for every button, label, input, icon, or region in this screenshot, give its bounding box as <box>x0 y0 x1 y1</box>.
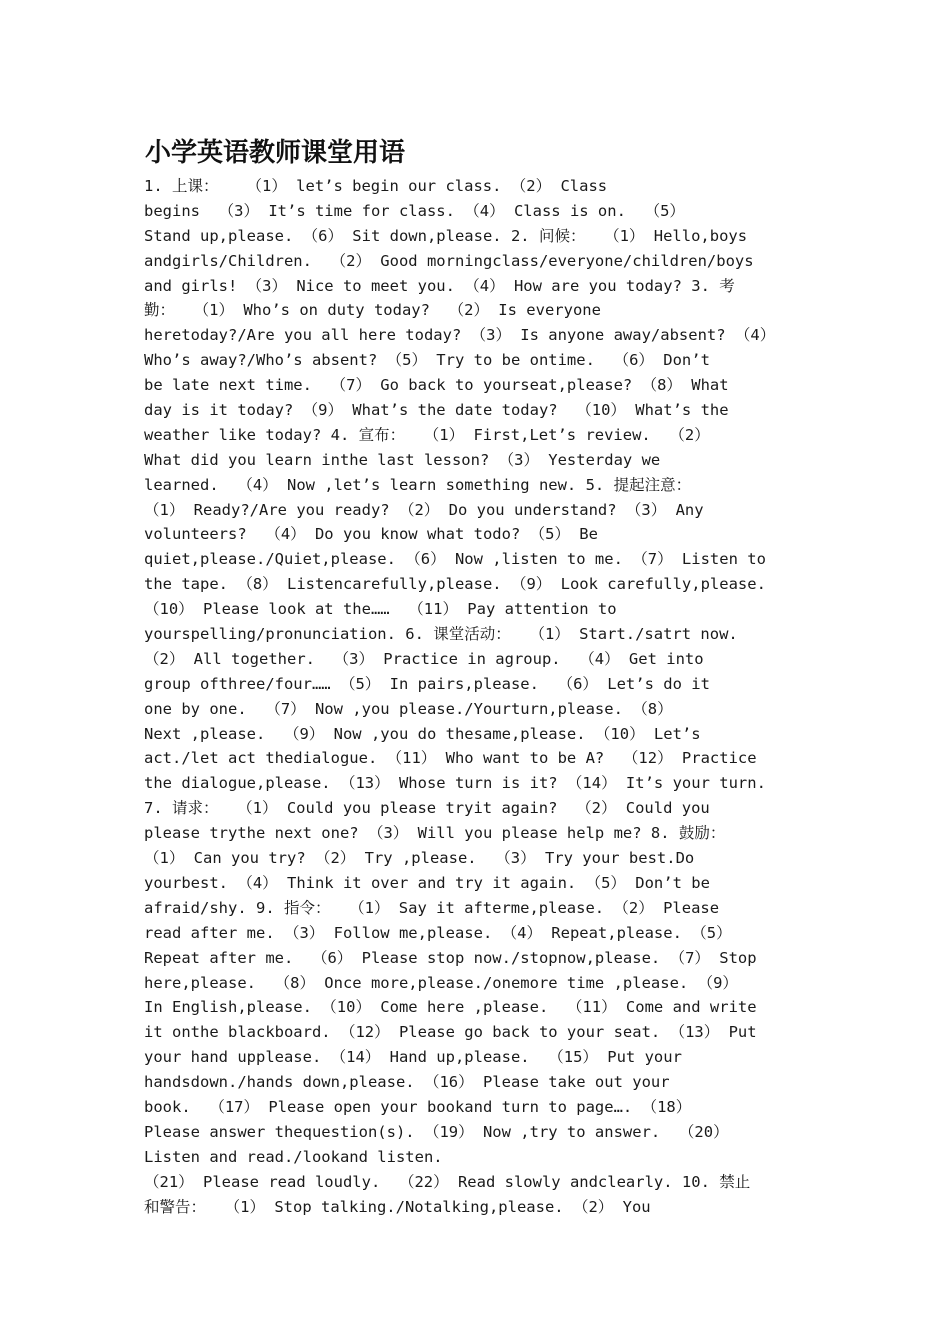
text-line: Who’s away?/Who’s absent? （5） Try to be ontime. （6） Don’t <box>144 351 710 370</box>
text-line: the tape. （8） Listencarefully,please. （9） Look carefully,please. <box>144 575 766 594</box>
text-line: be late next time. （7） Go back to yourseat,please? （8） What <box>144 376 729 395</box>
text-line: 勤： （1） Who’s on duty today? （2） Is everyone <box>144 301 601 320</box>
text-line: quiet,please./Quiet,please. （6） Now ,listen to me. （7） Listen to <box>144 550 766 569</box>
text-line: weather like today? 4. 宣布： （1） First,Let’s review. （2） <box>144 425 710 444</box>
text-line: Stand up,please. （6） Sit down,please. 2. 问候： （1） Hello,boys <box>144 226 748 245</box>
text-line: yourbest. （4） Think it over and try it again. （5） Don’t be <box>144 873 710 892</box>
text-line: （1） Ready?/Are you ready? （2） Do you understand? （3） Any <box>144 500 704 519</box>
text-line: Please answer thequestion(s). （19） Now ,try to answer. （20） <box>144 1122 729 1141</box>
text-line: one by one. （7） Now ,you please./Yourturn,please. （8） <box>144 699 673 718</box>
text-line: （1） Can you try? （2） Try ,please. （3） Try your best.Do <box>144 849 695 868</box>
text-line: here,please. （8） Once more,please./onemore time ,please. （9） <box>144 973 738 992</box>
text-line: heretoday?/Are you all here today? （3） Is anyone away/absent? （4） <box>144 326 776 345</box>
text-line: read after me. （3） Follow me,please. （4） Repeat,please. （5） <box>144 923 732 942</box>
text-line: learned. （4） Now ,let’s learn something new. 5. 提起注意： <box>144 475 692 494</box>
text-line: 和警告： （1） Stop talking./Notalking,please. （2） You <box>144 1197 651 1216</box>
text-line: volunteers? （4） Do you know what todo? （5） Be <box>144 525 598 544</box>
text-line: your hand upplease. （14） Hand up,please. （15） Put your <box>144 1048 682 1067</box>
text-line: begins （3） It’s time for class. （4） Class is on. （5） <box>144 201 685 220</box>
text-line: afraid/shy. 9. 指令： （1） Say it afterme,please. （2） Please <box>144 898 720 917</box>
text-line: please trythe next one? （3） Will you please help me? 8. 鼓励： <box>144 824 726 843</box>
text-line: What did you learn inthe last lesson? （3） Yesterday we <box>144 450 661 469</box>
text-line: and girls! （3） Nice to meet you. （4） How are you today? 3. 考 <box>144 276 735 295</box>
text-line: andgirls/Children. （2） Good morningclass/everyone/children/boys <box>144 251 754 270</box>
text-line: the dialogue,please. （13） Whose turn is it? （14） It’s your turn. <box>144 774 766 793</box>
text-line: book. （17） Please open your bookand turn to page…. （18） <box>144 1097 692 1116</box>
text-line: 1. 上课： （1） let’s begin our class. （2） Class <box>144 177 608 195</box>
text-line: （2） All together. （3） Practice in agroup. （4） Get into <box>144 649 704 668</box>
text-line: yourspelling/pronunciation. 6. 课堂活动： （1） Start./satrt now. <box>144 625 738 644</box>
text-line: Listen and read./lookand listen. <box>144 1147 443 1166</box>
document-title: 小学英语教师课堂用语 <box>145 138 406 168</box>
text-line: （10） Please look at the…… （11） Pay attention to <box>144 600 617 619</box>
text-line: In English,please. （10） Come here ,please. （11） Come and write <box>144 998 757 1017</box>
text-line: day is it today? （9） What’s the date today? （10） What’s the <box>144 401 729 420</box>
text-line: 7. 请求： （1） Could you please tryit again? （2） Could you <box>144 799 710 818</box>
text-line: group ofthree/four…… （5） In pairs,please. （6） Let’s do it <box>144 674 710 693</box>
text-line: handsdown./hands down,please. （16） Please take out your <box>144 1073 670 1092</box>
text-line: （21） Please read loudly. （22） Read slowly andclearly. 10. 禁止 <box>144 1172 751 1191</box>
text-line: Repeat after me. （6） Please stop now./stopnow,please. （7） Stop <box>144 948 757 967</box>
text-line: it onthe blackboard. （12） Please go back to your seat. （13） Put <box>144 1023 757 1042</box>
document-body <box>144 174 824 1219</box>
text-line: Next ,please. （9） Now ,you do thesame,please. （10） Let’s <box>144 724 701 743</box>
text-line: act./let act thedialogue. （11） Who want to be A? （12） Practice <box>144 749 757 768</box>
